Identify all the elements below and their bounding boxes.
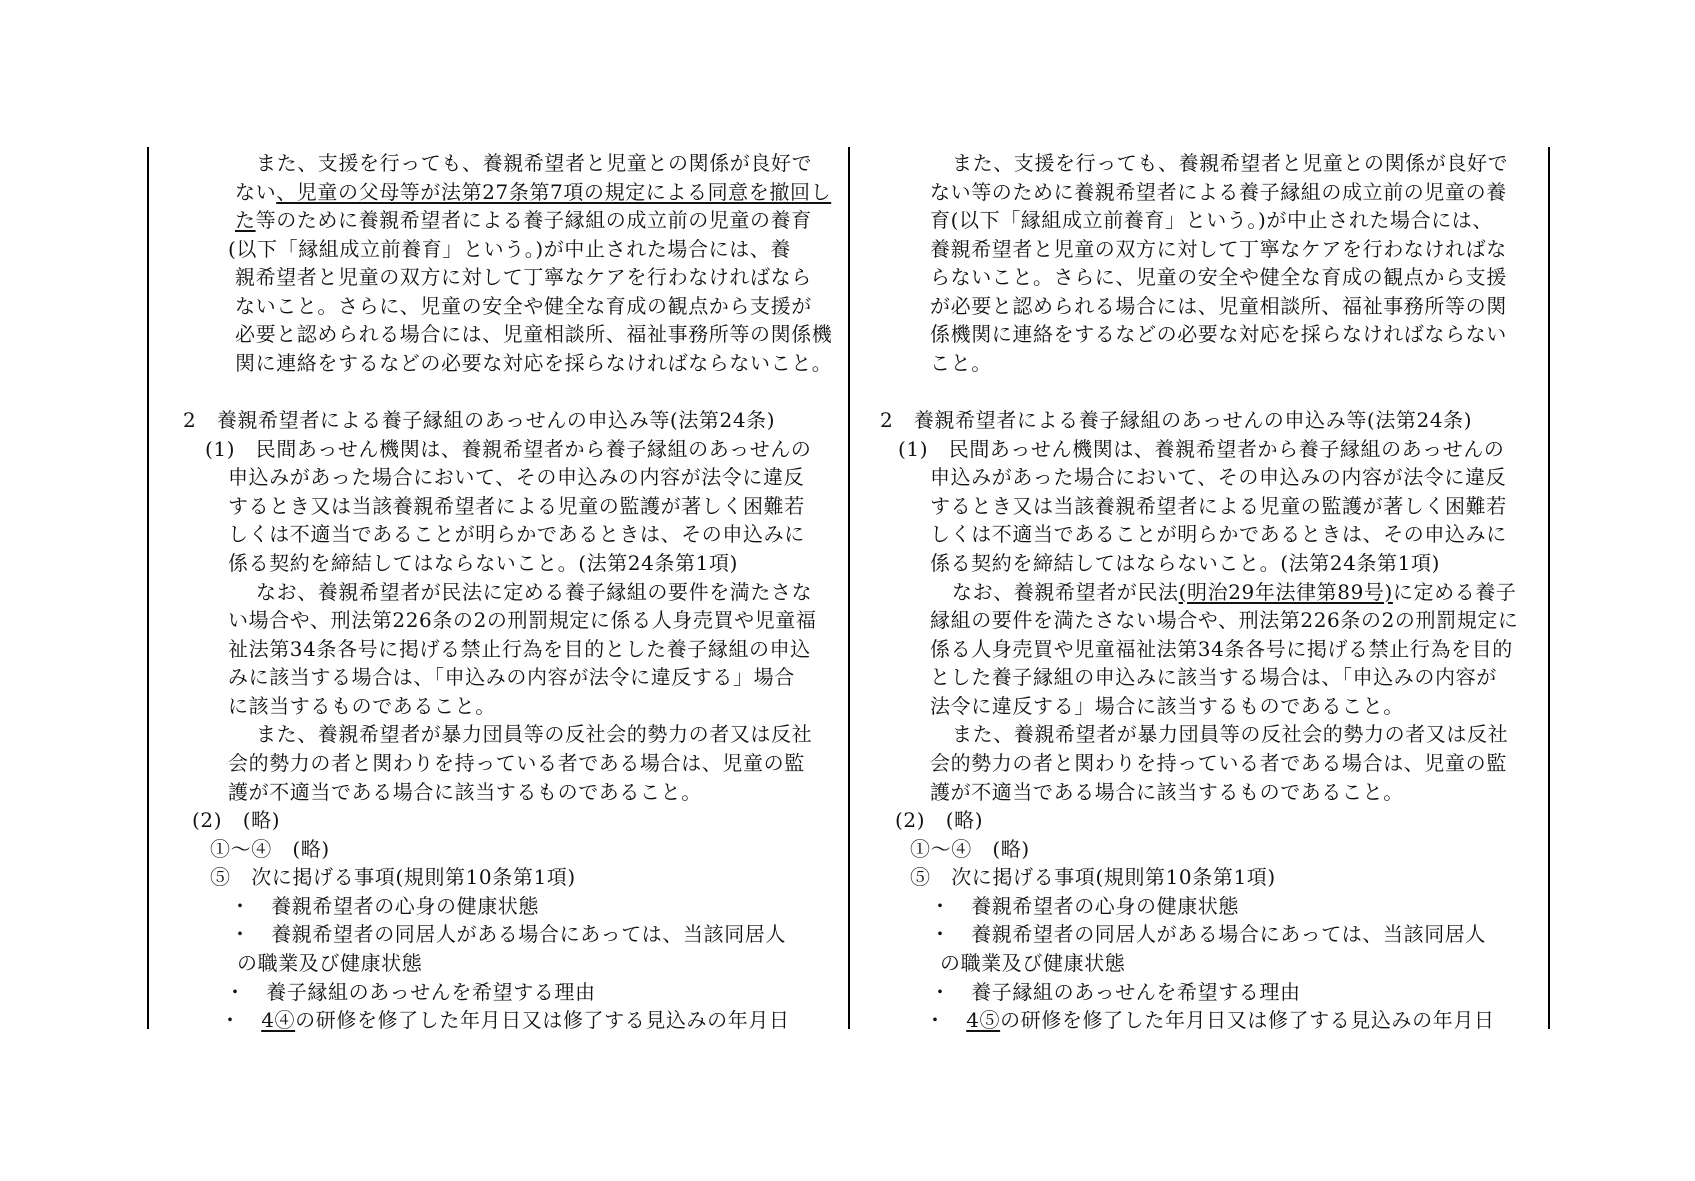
text-span: とした養子縁組の申込みに該当する場合は、「申込みの内容が <box>930 665 1497 690</box>
text-line <box>228 635 811 663</box>
text-span: の研修を修了した年月日又は修了する見込みの年月日 <box>295 1008 790 1033</box>
text-line <box>237 949 422 977</box>
text-span: また、支援を行っても、養親希望者と児童との関係が良好で <box>952 151 1509 175</box>
text-line <box>230 920 786 948</box>
text-span: 等のために養親希望者による養子縁組の成立前の児童の養育 <box>255 208 812 233</box>
text-span: ・ 養親希望者の心身の健康状態 <box>930 893 1239 918</box>
text-span: みに該当する場合は、「申込みの内容が法令に違反する」場合 <box>228 665 795 690</box>
text-span: 会的勢力の者と関わりを持っている者である場合は、児童の監 <box>228 750 805 775</box>
text-span: 育(以下「縁組成立前養育」という。)が中止された場合には、 <box>930 208 1494 233</box>
left-border <box>147 147 149 1029</box>
text-line <box>925 1006 1495 1034</box>
text-line <box>256 578 812 606</box>
text-span: 申込みがあった場合において、その申込みの内容が法令に違反 <box>930 465 1507 490</box>
text-line <box>895 806 983 834</box>
text-line <box>952 578 1517 606</box>
amended-text: た <box>235 208 256 233</box>
text-line <box>930 920 1486 948</box>
text-span: 縁組の要件を満たさない場合や、刑法第226条の2の刑罰規定に <box>930 608 1519 633</box>
text-line <box>235 320 832 348</box>
text-span: 係る人身売買や児童福祉法第34条各号に掲げる禁止行為を目的 <box>930 636 1513 661</box>
text-span: 親希望者と児童の双方に対して丁寧なケアを行わなければなら <box>235 265 812 290</box>
text-line <box>235 349 832 377</box>
text-span: しくは不適当であることが明らかであるときは、その申込みに <box>228 522 805 547</box>
amended-text: 4⑤ <box>966 1008 1001 1033</box>
text-span: 係る契約を締結してはならないこと。(法第24条第1項) <box>930 550 1440 575</box>
text-span: ・ 養子縁組のあっせんを希望する理由 <box>225 979 596 1004</box>
text-span: の職業及び健康状態 <box>237 950 423 975</box>
text-line <box>220 1006 790 1034</box>
text-span: 護が不適当である場合に該当するものであること。 <box>930 779 1404 804</box>
text-line <box>930 978 1301 1006</box>
text-line <box>930 349 992 377</box>
text-span: 会的勢力の者と関わりを持っている者である場合は、児童の監 <box>930 750 1507 775</box>
text-line <box>256 149 812 177</box>
text-span: に定める養子 <box>1392 579 1517 604</box>
text-line <box>930 749 1507 777</box>
text-line <box>930 692 1404 720</box>
text-line <box>940 949 1125 977</box>
text-line <box>898 435 1505 463</box>
text-span: するとき又は当該養親希望者による児童の監護が著しく困難若 <box>930 493 1507 518</box>
text-line <box>235 292 812 320</box>
text-line <box>930 235 1507 263</box>
text-span: また、支援を行っても、養親希望者と児童との関係が良好で <box>256 151 813 175</box>
text-line <box>228 520 805 548</box>
text-span: ない <box>235 179 277 204</box>
text-line <box>210 835 330 863</box>
text-line <box>952 149 1508 177</box>
text-span: ・ <box>925 1008 967 1033</box>
text-line <box>930 320 1507 348</box>
text-line <box>228 463 804 491</box>
text-span: ・ <box>220 1008 262 1033</box>
text-span: 係る契約を締結してはならないこと。(法第24条第1項) <box>228 550 738 575</box>
text-line <box>228 492 805 520</box>
text-span: 必要と認められる場合には、児童相談所、福祉事務所等の関係機 <box>235 322 833 347</box>
text-line <box>952 720 1508 748</box>
text-line <box>235 206 812 234</box>
text-span: 係機関に連絡をするなどの必要な対応を採らなければならない <box>930 322 1507 347</box>
text-line <box>930 463 1506 491</box>
text-span: ⑤ 次に掲げる事項(規則第10条第1項) <box>210 865 576 890</box>
text-span: (1) 民間あっせん機関は、養親希望者から養子縁組のあっせんの <box>205 436 812 461</box>
text-line <box>930 549 1440 577</box>
text-span: 祉法第34条各号に掲げる禁止行為を目的とした養子縁組の申込 <box>228 636 811 661</box>
text-line <box>930 892 1239 920</box>
text-line <box>230 892 539 920</box>
text-line <box>228 235 791 263</box>
text-span: ・ 養子縁組のあっせんを希望する理由 <box>930 979 1301 1004</box>
text-span: ・ 養親希望者の同居人がある場合にあっては、当該同居人 <box>930 922 1486 947</box>
text-line <box>228 749 805 777</box>
text-span: こと。 <box>930 350 992 375</box>
text-span: なお、養親希望者が民法に定める養子縁組の要件を満たさな <box>256 579 813 604</box>
text-line <box>910 835 1030 863</box>
text-line <box>930 178 1507 206</box>
text-line <box>880 406 1472 434</box>
text-line <box>183 406 775 434</box>
text-line <box>256 720 812 748</box>
text-line <box>228 663 795 691</box>
text-span: ないこと。さらに、児童の安全や健全な育成の観点から支援が <box>235 293 812 318</box>
text-span: ①～④ (略) <box>910 836 1030 861</box>
text-line <box>228 549 738 577</box>
amended-text: (明治29年法律第89号) <box>1178 579 1393 604</box>
text-span: (1) 民間あっせん機関は、養親希望者から養子縁組のあっせんの <box>898 436 1505 461</box>
text-line <box>930 292 1507 320</box>
text-line <box>210 863 576 891</box>
text-span: (以下「縁組成立前養育」という。)が中止された場合には、養 <box>228 236 792 261</box>
center-divider <box>848 147 850 1029</box>
text-line <box>930 206 1493 234</box>
text-line <box>228 692 496 720</box>
text-span: の職業及び健康状態 <box>940 950 1126 975</box>
amended-text: 4④ <box>261 1008 296 1033</box>
text-span: ⑤ 次に掲げる事項(規則第10条第1項) <box>910 865 1276 890</box>
text-line <box>930 520 1507 548</box>
text-span: ない等のために養親希望者による養子縁組の成立前の児童の養 <box>930 179 1507 204</box>
text-line <box>225 978 596 1006</box>
text-span: 2 養親希望者による養子縁組のあっせんの申込み等(法第24条) <box>183 408 776 433</box>
text-span: ①～④ (略) <box>210 836 330 861</box>
text-line <box>228 778 702 806</box>
text-span: 2 養親希望者による養子縁組のあっせんの申込み等(法第24条) <box>880 408 1473 433</box>
text-span: に該当するものであること。 <box>228 693 496 718</box>
text-span: (2) (略) <box>895 808 984 833</box>
text-line <box>228 606 817 634</box>
text-span: なお、養親希望者が民法 <box>952 579 1179 604</box>
text-span: また、養親希望者が暴力団員等の反社会的勢力の者又は反社 <box>256 722 813 747</box>
text-line <box>930 663 1497 691</box>
text-span: 申込みがあった場合において、その申込みの内容が法令に違反 <box>228 465 805 490</box>
amended-text: 、児童の父母等が法第27条第7項の規定による同意を撤回し <box>276 179 832 204</box>
text-span: が必要と認められる場合には、児童相談所、福祉事務所等の関 <box>930 293 1507 318</box>
text-span: また、養親希望者が暴力団員等の反社会的勢力の者又は反社 <box>952 722 1509 747</box>
text-span: 養親希望者と児童の双方に対して丁寧なケアを行わなければな <box>930 236 1507 261</box>
text-line <box>930 778 1404 806</box>
text-span: 関に連絡をするなどの必要な対応を採らなければならないこと。 <box>235 350 833 375</box>
text-span: の研修を修了した年月日又は修了する見込みの年月日 <box>1000 1008 1495 1033</box>
text-span: い場合や、刑法第226条の2の刑罰規定に係る人身売買や児童福 <box>228 608 817 633</box>
text-line <box>930 492 1507 520</box>
text-span: らないこと。さらに、児童の安全や健全な育成の観点から支援 <box>930 265 1507 290</box>
text-line <box>235 263 812 291</box>
text-span: ・ 養親希望者の同居人がある場合にあっては、当該同居人 <box>230 922 786 947</box>
text-span: するとき又は当該養親希望者による児童の監護が著しく困難若 <box>228 493 805 518</box>
text-line <box>930 606 1519 634</box>
text-span: (2) (略) <box>192 808 281 833</box>
text-span: 護が不適当である場合に該当するものであること。 <box>228 779 702 804</box>
text-span: 法令に違反する」場合に該当するものであること。 <box>930 693 1404 718</box>
right-border <box>1548 147 1550 1029</box>
text-line <box>205 435 812 463</box>
text-line <box>910 863 1276 891</box>
text-line <box>930 263 1507 291</box>
text-line <box>235 178 831 206</box>
text-line <box>192 806 280 834</box>
text-line <box>930 635 1513 663</box>
text-span: ・ 養親希望者の心身の健康状態 <box>230 893 539 918</box>
text-span: しくは不適当であることが明らかであるときは、その申込みに <box>930 522 1507 547</box>
